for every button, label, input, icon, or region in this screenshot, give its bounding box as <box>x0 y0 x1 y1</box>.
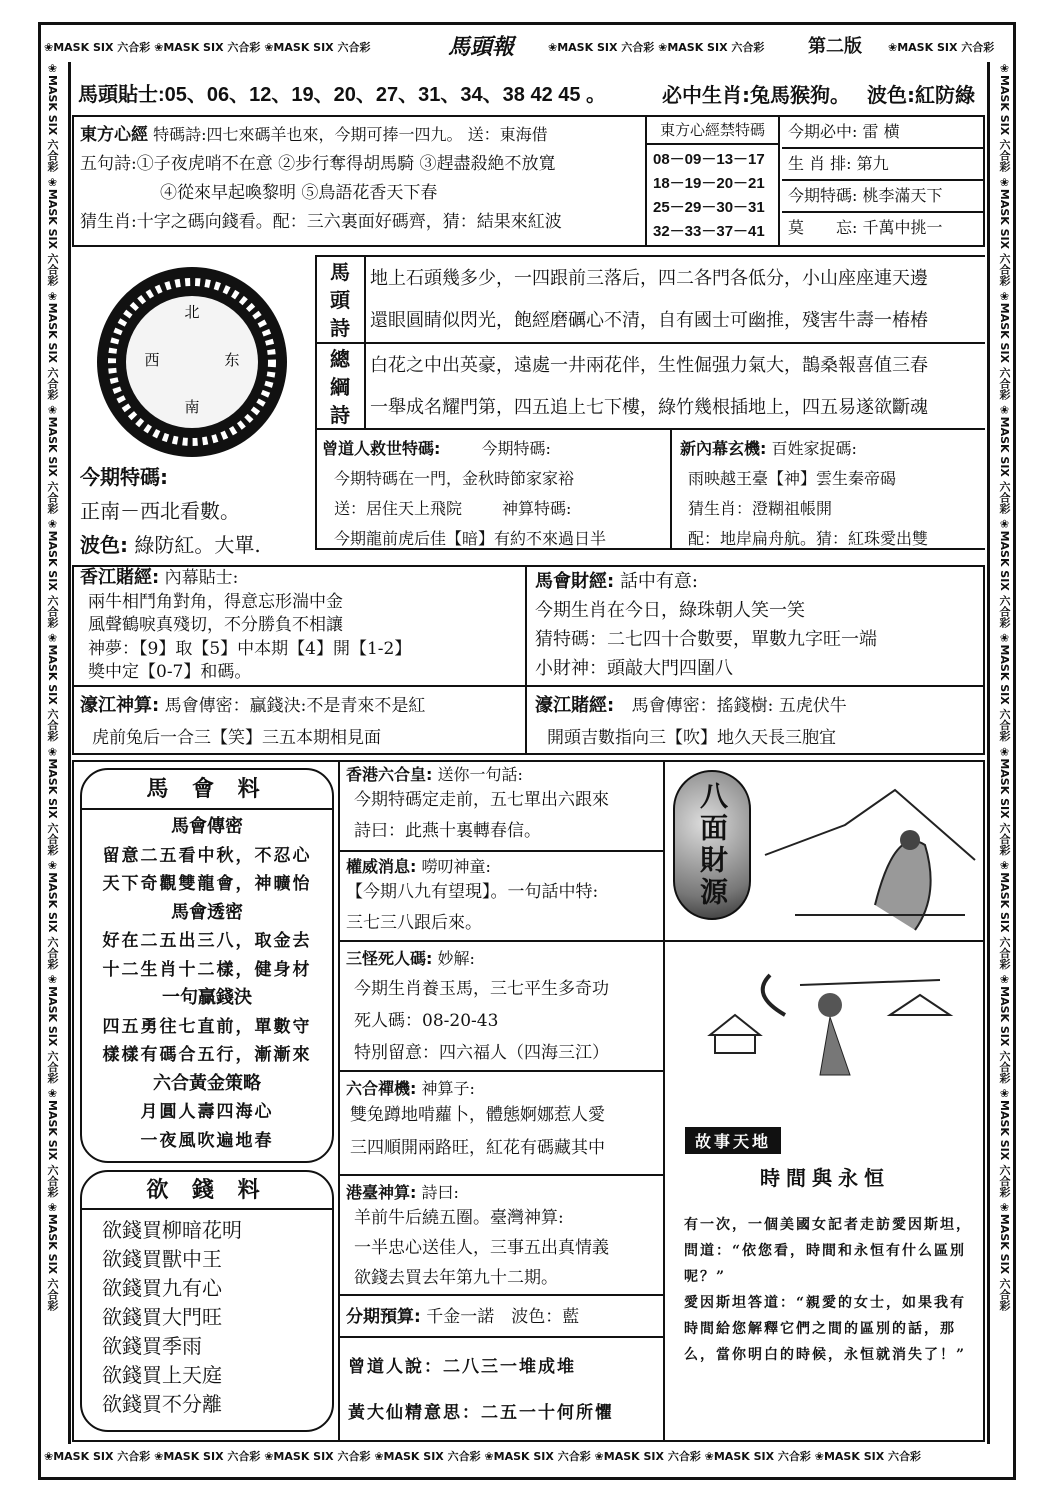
side-value: 千萬中挑一 <box>862 218 943 237</box>
ban-row: 32－33－37－41 <box>653 223 765 240</box>
yuqian-line: 欲錢買不分離 <box>102 1392 222 1416</box>
ban-row: 25－29－30－31 <box>653 199 765 216</box>
mahui-cai-section <box>535 567 877 683</box>
mid-title: 三怪死人碼: <box>346 949 433 968</box>
zengdao-line: 神算特碼: <box>502 499 572 518</box>
mid-section-fenqi <box>340 1296 663 1338</box>
mid-title: 香港六合皇: <box>346 765 433 784</box>
guess-text: 十字之碼向錢看。配：三六裏面好碼齊，猜：結果來紅波 <box>136 212 562 232</box>
yuqian-line: 欲錢買獸中王 <box>102 1247 222 1271</box>
neimu-title: 新內幕玄機: <box>680 439 767 458</box>
sayings <box>340 1338 663 1436</box>
haojiang-shen-line: 虎前兔后一合三【笑】三五本期相見面 <box>92 728 381 748</box>
zengdao-line: 今期特碼在一門，金秋時節家家裕 <box>334 469 575 488</box>
mid-sub: 神算子: <box>421 1079 475 1098</box>
mahui-cai-line: 猜特碼：二七四十合數要，單數九字旺一端 <box>535 629 877 650</box>
poem-line: 一舉成名耀門第，四五追上七下樓，綠竹幾根插地上，四五易遂欲斷魂 <box>370 397 928 418</box>
side-key: 今期必中: <box>788 122 858 141</box>
neimu-line: 猜生肖：澄糊祖帳開 <box>688 499 833 518</box>
zengdao-section <box>322 434 606 554</box>
side-key: 莫 忘: <box>788 218 858 237</box>
block-line: 四五勇往七直前，單數守 <box>102 1016 312 1037</box>
divider <box>525 565 527 755</box>
mid-line: 今期生肖養玉馬，三七平生多奇功 <box>354 979 609 999</box>
mid-sub: 妙解: <box>437 949 475 968</box>
border-strip-top-left: ❀MASK SIX 六合彩 ❀MASK SIX 六合彩 ❀MASK SIX 六合彩 <box>44 41 371 54</box>
mid-section-xianggang <box>340 760 663 852</box>
xiangjiang-section <box>80 566 411 685</box>
landscape-sketch-icon <box>755 765 983 935</box>
mid-title: 權威消息: <box>346 857 417 876</box>
border-strip-right: ❀MASK SIX 六合彩 ❀MASK SIX 六合彩 ❀MASK SIX 六合彩 ❀MASK SIX 六合彩 ❀MASK SIX 六合彩 ❀MASK SIX 六合彩 ❀MASK SIX 六合彩 ❀MASK SIX 六合彩 ❀MASK SIX 六合彩 ❀MASK SIX 六合彩 ❀MASK SIX 六合彩 <box>998 62 1011 1311</box>
compass-east: 东 <box>224 351 240 369</box>
compass-north: 北 <box>184 303 200 321</box>
side-key: 今期特碼: <box>788 186 858 205</box>
compass-graphic <box>92 262 292 462</box>
ban-table <box>645 115 780 247</box>
haojiang-shen-title: 濠江神算: <box>80 695 160 716</box>
poem-line: 地上石頭幾多少，一四跟前三落后，四二各門各低分，小山座座連天邊 <box>370 268 928 289</box>
block-line: 月圓人壽四海心 <box>140 1102 274 1122</box>
mid-sub: 嘮叨神童: <box>421 857 491 876</box>
yuqian-line: 欲錢買九有心 <box>102 1276 222 1300</box>
mid-sub: 千金一諾 波色：藍 <box>426 1307 580 1327</box>
mid-sub: 送你一句話: <box>437 765 523 784</box>
label-char: 總 <box>330 347 350 371</box>
border-strip-top-right: ❀MASK SIX 六合彩 <box>888 41 995 54</box>
block-line: 樣樣有碼合五行，漸漸來 <box>102 1045 312 1065</box>
side-value: 雷 横 <box>862 122 900 141</box>
mid-line: 羊前牛后繞五圈。臺灣神算: <box>354 1208 564 1228</box>
middle-column <box>338 760 665 1442</box>
mid-title: 分期預算: <box>346 1307 421 1327</box>
saying-key: 曾道人說： <box>348 1357 443 1377</box>
left-special-title: 今期特碼: <box>80 465 168 489</box>
zonggang-poem-label <box>330 345 350 429</box>
yuqian-line: 欲錢買大門旺 <box>102 1305 222 1329</box>
neimu-line: 雨映越王臺【神】雲生秦帝碣 <box>688 469 897 488</box>
xiangjiang-sub: 內幕貼士: <box>164 568 239 588</box>
label-char: 馬 <box>330 260 350 284</box>
zengdao-line: 今期龍前虎后佳【暗】有約不來過日半 <box>334 529 607 548</box>
zengdao-line: 送：居住天上飛院 <box>334 499 463 518</box>
label-char: 頭 <box>330 288 350 312</box>
block-line: 十二生肖十二樣，健身材 <box>102 959 312 980</box>
left-color-value: 綠防紅。大單. <box>134 533 261 557</box>
dongfang-text <box>80 120 562 237</box>
divider <box>670 430 672 550</box>
zodiac-row <box>662 80 975 111</box>
saying-value: 二八三一堆成堆 <box>443 1357 576 1377</box>
border-strip-bottom: ❀MASK SIX 六合彩 ❀MASK SIX 六合彩 ❀MASK SIX 六合彩 ❀MASK SIX 六合彩 ❀MASK SIX 六合彩 ❀MASK SIX 六合彩 ❀MASK SIX 六合彩 ❀MASK SIX 六合彩 <box>44 1450 922 1463</box>
neimu-sub: 百姓家捉碼: <box>771 439 857 458</box>
edition-label: 第二版 <box>808 36 862 57</box>
zodiac-label: 必中生肖: <box>662 83 750 107</box>
xiangjiang-line: 獎中定【0-7】和碼。 <box>88 662 252 682</box>
mahui-cai-sub: 話中有意: <box>619 571 699 592</box>
divider <box>665 940 985 942</box>
block-head: 馬會傳密 <box>171 816 243 837</box>
mid-line: 特別留意：四六福人（四海三江） <box>354 1043 609 1063</box>
story-body: 有一次，一個美國女記者走訪愛因斯坦，問道：“依您看，時間和永恒有什么區別呢？” 愛因斯坦答道：“親愛的女士，如果我有時間給您解釋它們之間的區別的話，那么，當你明白的時候，永恒就消失了！” <box>684 1217 972 1363</box>
yuqian-box <box>80 1170 334 1432</box>
bamian-badge <box>673 770 751 920</box>
mid-title: 港臺神算: <box>346 1183 417 1202</box>
haojiang-shen-section <box>80 690 425 754</box>
mahui-cai-title: 馬會財經: <box>535 571 615 592</box>
mahui-liao-title: 馬 會 料 <box>82 770 332 810</box>
mid-line: 【今期八九有望現】。一句話中特: <box>346 882 599 902</box>
story-tag: 故事天地 <box>685 1127 781 1154</box>
border-strip-left: ❀MASK SIX 六合彩 ❀MASK SIX 六合彩 ❀MASK SIX 六合彩 ❀MASK SIX 六合彩 ❀MASK SIX 六合彩 ❀MASK SIX 六合彩 ❀MASK SIX 六合彩 ❀MASK SIX 六合彩 ❀MASK SIX 六合彩 ❀MASK SIX 六合彩 ❀MASK SIX 六合彩 <box>46 62 59 1311</box>
saying-value: 二五一十何所懼 <box>481 1403 614 1423</box>
neimu-section <box>680 434 928 554</box>
ban-title: 東方心經禁特碼 <box>647 115 778 145</box>
haojiang-du-sub: 馬會傳密：搖錢樹: 五虎伏牛 <box>631 696 847 716</box>
mahui-liao-box <box>80 768 334 1163</box>
ban-row: 08－09－13－17 <box>653 151 765 168</box>
ban-row: 18－19－20－21 <box>653 175 765 192</box>
poem-line: 還眼圓睛似閃光，飽經磨礪心不清，自有國士可幽推，殘害牛壽一椿椿 <box>370 310 928 331</box>
mid-line: 一半忠心送佳人，三事五出真情義 <box>354 1238 609 1258</box>
yuqian-title: 欲 錢 料 <box>82 1172 332 1210</box>
mid-line: 今期特碼定走前，五七單出六跟來 <box>354 790 609 810</box>
block-line: 一夜風吹遍地春 <box>140 1130 274 1151</box>
yuqian-line: 欲錢買季雨 <box>102 1334 202 1358</box>
mid-title: 六合禪機: <box>346 1079 417 1098</box>
mid-line: 欲錢去買去年第九十二期。 <box>354 1268 558 1288</box>
haojiang-shen-sub: 馬會傳密：贏錢決:不是青來不是紅 <box>164 696 426 716</box>
yuqian-line: 欲錢買上天庭 <box>102 1363 222 1387</box>
yuqian-line: 欲錢買柳暗花明 <box>102 1218 242 1242</box>
side-key: 生 肖 排: <box>788 154 852 173</box>
xiangjiang-line: 風聲鶴唳真殘切，不分勝負不相讓 <box>88 615 343 635</box>
dongfang-side <box>782 117 983 245</box>
bamian-title: 八面財源 <box>696 781 729 909</box>
divider <box>364 255 366 430</box>
label-char: 詩 <box>330 316 350 340</box>
mid-section-sanguai <box>340 942 663 1072</box>
label-char: 綱 <box>330 375 350 399</box>
neimu-line: 配：地岸扁舟航。猜：紅珠愛出雙 <box>688 529 929 548</box>
left-special <box>80 460 261 562</box>
dongfang-title: 東方心經 <box>80 125 148 145</box>
compass-west: 西 <box>144 351 160 369</box>
mahui-cai-line: 小財神：頭敲大門四圍八 <box>535 658 733 679</box>
block-line: 天下奇觀雙龍會，神曠怡 <box>102 874 312 894</box>
five-line-2: ④從來早起喚黎明 ⑤鳥語花香天下春 <box>160 183 438 203</box>
zengdao-sub: 今期特碼: <box>481 439 551 458</box>
xiangjiang-line: 神夢：【9】取【5】中本期【4】開【1-2】 <box>88 638 412 659</box>
block-line: 好在二五出三八，取金去 <box>102 931 312 951</box>
haojiang-du-line: 開頭吉數指向三【吹】地久天長三胞宜 <box>547 728 836 748</box>
zodiac-value: 兔馬猴狗。 <box>750 83 850 107</box>
block-head: 六合黃金策略 <box>153 1072 261 1094</box>
compass-south: 南 <box>184 398 200 416</box>
mid-line: 三四順開兩路旺，紅花有碼藏其中 <box>350 1138 605 1158</box>
tips-label: 馬頭貼士: <box>78 84 165 106</box>
mid-line: 雙兔蹲地啃蘿卜，體態婀娜惹人愛 <box>350 1105 605 1125</box>
side-value: 第九 <box>856 154 889 173</box>
color-value: 紅防綠 <box>914 83 975 107</box>
side-value: 桃李滿天下 <box>862 186 943 205</box>
mid-line: 死人碼：08-20-43 <box>354 1011 499 1031</box>
border-strip-top-middle: ❀MASK SIX 六合彩 ❀MASK SIX 六合彩 <box>548 41 765 54</box>
mid-sub: 詩曰: <box>421 1183 459 1202</box>
mid-section-chanji <box>340 1072 663 1176</box>
matou-poem-label <box>330 258 350 342</box>
block-line: 留意二五看中秋，不忍心 <box>102 845 312 866</box>
matou-poem <box>370 258 928 342</box>
zengdao-title: 曾道人救世特碼: <box>322 439 441 458</box>
mid-line: 三七三八跟后來。 <box>346 913 482 933</box>
mid-section-quanwei <box>340 852 663 942</box>
block-head: 馬會透密 <box>171 901 243 923</box>
guess-label: 猜生肖: <box>80 212 137 232</box>
five-label: 五句詩: <box>80 154 137 174</box>
zonggang-poem <box>370 345 928 429</box>
poem-line: 白花之中出英豪，遠處一井兩花伴，生性倔强力氣大，鵲桑報喜值三春 <box>370 355 928 376</box>
block-head: 一句贏錢決 <box>162 987 252 1008</box>
left-color-label: 波色: <box>80 533 128 557</box>
label-char: 詩 <box>330 403 350 427</box>
tips-numbers: 05、06、12、19、20、27、31、34、38 42 45 。 <box>164 84 607 106</box>
left-special-line: 正南－西北看數。 <box>80 499 240 523</box>
xiangjiang-line: 兩牛相鬥角對角，得意忘形湍中金 <box>88 591 343 612</box>
haojiang-du-title: 濠江賭經: <box>535 695 615 716</box>
masthead-title: 馬頭報 <box>448 34 515 60</box>
mid-line: 詩曰：此燕十裏轉春信。 <box>354 821 541 841</box>
poem-label: 特碼詩: <box>153 125 207 144</box>
story-title: 時間與永恒 <box>760 1166 890 1190</box>
divider <box>315 342 985 344</box>
color-label: 波色: <box>866 83 915 107</box>
tips-row <box>78 80 606 111</box>
xiangjiang-title: 香江賭經: <box>80 567 160 588</box>
mid-section-gangtai <box>340 1176 663 1296</box>
traveler-sketch-icon <box>690 955 970 1115</box>
haojiang-du-section <box>535 690 847 754</box>
saying-key: 黃大仙精意思： <box>348 1403 481 1423</box>
poem-text: 四七來碼羊也來，今期可捧一四九。 送：東海借 <box>206 125 548 144</box>
divider <box>72 685 985 687</box>
mahui-cai-line: 今期生肖在今日，綠珠朝人笑一笑 <box>535 600 805 621</box>
five-line-1: ①子夜虎哨不在意 ②步行奪得胡馬騎 ③趕盡殺絶不放寬 <box>136 154 556 174</box>
